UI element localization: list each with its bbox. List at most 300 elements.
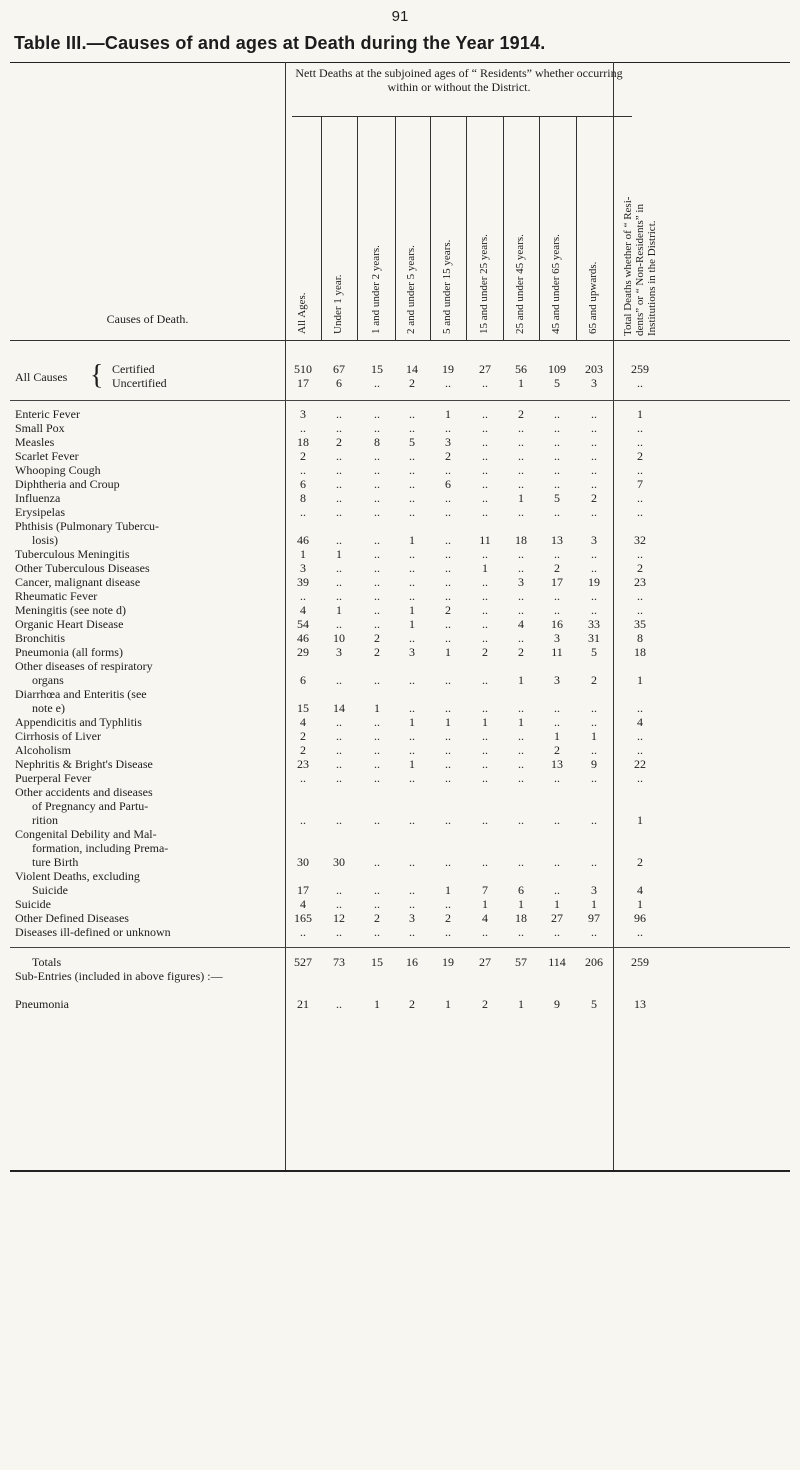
table-cell: 259: [631, 362, 649, 376]
table-cell: ..: [336, 505, 342, 519]
table-bottom-rule: [10, 1170, 790, 1172]
table-cell: 3: [554, 673, 560, 687]
table-cell: ..: [409, 673, 415, 687]
row-label: Uncertified: [112, 376, 167, 390]
table-row: [10, 407, 790, 421]
table-row: [10, 813, 790, 827]
table-cell: ..: [374, 421, 380, 435]
table-cell: ..: [445, 925, 451, 939]
table-cell: ..: [518, 421, 524, 435]
table-cell: ..: [591, 589, 597, 603]
row-label-continuation: Diarrhœa and Enteritis (see: [15, 687, 147, 701]
table-cell: 1: [482, 715, 488, 729]
table-cell: 1: [637, 897, 643, 911]
table-cell: 19: [442, 955, 454, 969]
table-cell: 7: [637, 477, 643, 491]
table-cell: 8: [374, 435, 380, 449]
table-cell: ..: [554, 715, 560, 729]
table-cell: ..: [591, 743, 597, 757]
table-cell: ..: [374, 575, 380, 589]
row-label: Rheumatic Fever: [15, 589, 98, 603]
table-cell: 5: [554, 376, 560, 390]
table-top-rule: [10, 62, 790, 63]
table-cell: ..: [591, 561, 597, 575]
table-cell: 67: [333, 362, 345, 376]
table-cell: ..: [336, 421, 342, 435]
table-cell: 1: [518, 376, 524, 390]
table-cell: 1: [445, 883, 451, 897]
table-cell: ..: [482, 729, 488, 743]
table-cell: 7: [482, 883, 488, 897]
table-cell: 27: [479, 362, 491, 376]
table-cell: ..: [482, 477, 488, 491]
row-label: rition: [32, 813, 58, 827]
table-cell: ..: [445, 505, 451, 519]
table-cell: ..: [374, 673, 380, 687]
table-cell: ..: [374, 407, 380, 421]
table-cell: ..: [554, 855, 560, 869]
column-divider: [466, 116, 467, 340]
table-row: [10, 757, 790, 771]
table-cell: 3: [591, 883, 597, 897]
table-cell: ..: [518, 743, 524, 757]
table-cell: 9: [554, 997, 560, 1011]
table-cell: ..: [374, 477, 380, 491]
row-label-continuation: Other diseases of respiratory: [15, 659, 153, 673]
table-cell: ..: [336, 729, 342, 743]
table-cell: ..: [637, 435, 643, 449]
row-label: note e): [32, 701, 65, 715]
table-cell: ..: [637, 603, 643, 617]
all-causes-uncertified-row: [10, 376, 790, 390]
all-causes-label: All Causes: [15, 370, 68, 384]
table-cell: ..: [336, 757, 342, 771]
table-cell: 3: [336, 645, 342, 659]
table-row: [10, 855, 790, 869]
table-cell: ..: [374, 715, 380, 729]
table-cell: ..: [374, 617, 380, 631]
table-cell: ..: [336, 715, 342, 729]
table-cell: ..: [482, 589, 488, 603]
table-cell: 6: [300, 673, 306, 687]
table-cell: ..: [409, 463, 415, 477]
table-cell: 39: [297, 575, 309, 589]
row-label-continuation: Violent Deaths, excluding: [15, 869, 140, 883]
table-cell: 5: [591, 997, 597, 1011]
table-cell: 17: [297, 376, 309, 390]
section-separator: [10, 400, 790, 401]
table-cell: 2: [518, 407, 524, 421]
table-cell: ..: [445, 743, 451, 757]
table-row: [10, 491, 790, 505]
table-cell: ..: [482, 575, 488, 589]
table-cell: 6: [518, 883, 524, 897]
table-cell: ..: [518, 925, 524, 939]
table-row: [10, 463, 790, 477]
table-cell: ..: [518, 435, 524, 449]
table-cell: ..: [336, 575, 342, 589]
table-cell: ..: [591, 477, 597, 491]
table-cell: 21: [297, 997, 309, 1011]
table-cell: 29: [297, 645, 309, 659]
row-label: Nephritis & Bright's Disease: [15, 757, 153, 771]
table-cell: ..: [591, 715, 597, 729]
table-cell: 109: [548, 362, 566, 376]
table-cell: 1: [637, 407, 643, 421]
table-cell: 1: [518, 897, 524, 911]
row-label: Pneumonia (all forms): [15, 645, 123, 659]
table-cell: 2: [409, 376, 415, 390]
table-cell: 10: [333, 631, 345, 645]
all-causes-certified-row: [10, 362, 790, 376]
row-label: Bronchitis: [15, 631, 65, 645]
table-cell: 1: [518, 997, 524, 1011]
table-cell: ..: [591, 925, 597, 939]
table-cell: ..: [445, 631, 451, 645]
age-column-heading: 2 and under 5 years.: [405, 245, 417, 334]
causes-column-heading: Causes of Death.: [106, 312, 189, 326]
table-cell: ..: [637, 505, 643, 519]
all-causes-brace: {: [90, 360, 104, 391]
table-cell: ..: [554, 449, 560, 463]
table-cell: 2: [445, 449, 451, 463]
table-cell: ..: [409, 505, 415, 519]
table-row: [10, 701, 790, 715]
table-cell: ..: [445, 376, 451, 390]
age-column-heading: 25 and under 45 years.: [514, 234, 526, 334]
table-cell: ..: [482, 771, 488, 785]
row-label: Pneumonia: [15, 997, 69, 1011]
table-cell: ..: [518, 561, 524, 575]
table-cell: 2: [591, 491, 597, 505]
table-cell: ..: [409, 421, 415, 435]
table-cell: 1: [518, 673, 524, 687]
table-row: [10, 547, 790, 561]
row-label: Influenza: [15, 491, 61, 505]
table-cell: ..: [374, 589, 380, 603]
table-cell: 3: [591, 533, 597, 547]
table-cell: 4: [637, 715, 643, 729]
table-cell: 3: [591, 376, 597, 390]
table-cell: 18: [515, 911, 527, 925]
table-cell: ..: [518, 813, 524, 827]
table-cell: 1: [409, 617, 415, 631]
table-cell: 1: [300, 547, 306, 561]
table-cell: 27: [551, 911, 563, 925]
table-cell: ..: [336, 561, 342, 575]
table-cell: ..: [336, 771, 342, 785]
table-cell: ..: [374, 729, 380, 743]
table-cell: ..: [445, 771, 451, 785]
table-cell: 1: [445, 715, 451, 729]
table-cell: 8: [300, 491, 306, 505]
table-cell: ..: [554, 421, 560, 435]
table-cell: 97: [588, 911, 600, 925]
table-row: [10, 883, 790, 897]
table-row: [10, 477, 790, 491]
table-cell: 1: [637, 673, 643, 687]
table-cell: 19: [442, 362, 454, 376]
table-cell: ..: [482, 631, 488, 645]
table-cell: ..: [554, 547, 560, 561]
age-group-rule: [292, 116, 632, 117]
table-cell: ..: [482, 449, 488, 463]
table-cell: ..: [374, 603, 380, 617]
row-label: Small Pox: [15, 421, 65, 435]
row-label: Whooping Cough: [15, 463, 101, 477]
table-cell: 259: [631, 955, 649, 969]
table-cell: 3: [300, 561, 306, 575]
table-cell: ..: [518, 603, 524, 617]
table-cell: ..: [445, 813, 451, 827]
table-cell: ..: [637, 743, 643, 757]
column-divider: [395, 116, 396, 340]
table-cell: 23: [297, 757, 309, 771]
table-cell: 6: [445, 477, 451, 491]
table-cell: 6: [300, 477, 306, 491]
age-column-heading: 65 and upwards.: [587, 261, 599, 334]
table-cell: ..: [409, 575, 415, 589]
table-cell: ..: [482, 925, 488, 939]
table-cell: 54: [297, 617, 309, 631]
age-column-heading: 45 and under 65 years.: [550, 234, 562, 334]
table-cell: ..: [374, 743, 380, 757]
table-cell: 3: [409, 645, 415, 659]
table-cell: ..: [637, 729, 643, 743]
table-cell: 165: [294, 911, 312, 925]
table-cell: ..: [300, 589, 306, 603]
row-label: Enteric Fever: [15, 407, 80, 421]
row-label: Suicide: [15, 897, 51, 911]
table-cell: 9: [591, 757, 597, 771]
table-cell: 3: [518, 575, 524, 589]
table-cell: ..: [409, 449, 415, 463]
row-label: Suicide: [32, 883, 68, 897]
table-cell: 22: [634, 757, 646, 771]
table-cell: ..: [374, 561, 380, 575]
row-label: Meningitis (see note d): [15, 603, 126, 617]
table-cell: ..: [518, 757, 524, 771]
table-cell: ..: [637, 701, 643, 715]
table-cell: ..: [518, 449, 524, 463]
total-column-heading: Institutions in the District.: [646, 220, 658, 336]
table-cell: 18: [634, 645, 646, 659]
table-cell: ..: [374, 883, 380, 897]
table-row: [10, 743, 790, 757]
row-label: Other Tuberculous Diseases: [15, 561, 150, 575]
table-cell: ..: [374, 813, 380, 827]
table-cell: ..: [591, 701, 597, 715]
table-cell: 2: [554, 743, 560, 757]
table-cell: ..: [336, 897, 342, 911]
row-label: Diphtheria and Croup: [15, 477, 120, 491]
table-cell: 1: [554, 897, 560, 911]
row-label: Organic Heart Disease: [15, 617, 124, 631]
table-cell: ..: [482, 617, 488, 631]
table-cell: ..: [591, 547, 597, 561]
table-cell: ..: [554, 771, 560, 785]
table-cell: 203: [585, 362, 603, 376]
row-label: Cancer, malignant disease: [15, 575, 141, 589]
row-label: Other Defined Diseases: [15, 911, 129, 925]
table-cell: 33: [588, 617, 600, 631]
table-cell: ..: [336, 813, 342, 827]
table-cell: ..: [445, 617, 451, 631]
table-row: [10, 729, 790, 743]
table-cell: 17: [297, 883, 309, 897]
table-cell: 2: [374, 911, 380, 925]
column-divider: [503, 116, 504, 340]
table-cell: 1: [409, 603, 415, 617]
table-cell: 2: [637, 855, 643, 869]
table-cell: ..: [409, 547, 415, 561]
table-cell: ..: [409, 771, 415, 785]
table-cell: 1: [336, 603, 342, 617]
table-cell: 3: [554, 631, 560, 645]
table-cell: ..: [374, 533, 380, 547]
table-cell: ..: [482, 407, 488, 421]
table-cell: ..: [482, 435, 488, 449]
row-label: Measles: [15, 435, 55, 449]
table-cell: 15: [371, 955, 383, 969]
table-row: [10, 631, 790, 645]
table-cell: 4: [637, 883, 643, 897]
table-cell: ..: [591, 855, 597, 869]
table-cell: ..: [554, 925, 560, 939]
table-cell: 1: [445, 645, 451, 659]
table-row: [10, 533, 790, 547]
table-cell: ..: [409, 729, 415, 743]
row-label: Alcoholism: [15, 743, 71, 757]
table-cell: 16: [406, 955, 418, 969]
table-cell: ..: [482, 505, 488, 519]
table-cell: ..: [482, 813, 488, 827]
column-divider: [321, 116, 322, 340]
table-row: [10, 673, 790, 687]
table-cell: ..: [482, 673, 488, 687]
table-cell: ..: [336, 589, 342, 603]
table-cell: ..: [482, 743, 488, 757]
table-cell: 1: [482, 897, 488, 911]
table-cell: ..: [445, 673, 451, 687]
row-label: organs: [32, 673, 64, 687]
table-cell: 1: [591, 897, 597, 911]
sub-entries-heading: Sub-Entries (included in above figures) :—: [15, 969, 223, 983]
age-column-heading: 5 and under 15 years.: [441, 239, 453, 334]
table-cell: ..: [374, 757, 380, 771]
table-cell: 13: [551, 757, 563, 771]
table-cell: 17: [551, 575, 563, 589]
table-cell: ..: [336, 743, 342, 757]
table-cell: ..: [637, 463, 643, 477]
table-cell: ..: [518, 505, 524, 519]
table-cell: ..: [591, 407, 597, 421]
table-cell: 32: [634, 533, 646, 547]
table-cell: 46: [297, 631, 309, 645]
page-title: Table III.—Causes of and ages at Death during the Year 1914.: [14, 33, 546, 53]
table-cell: ..: [637, 376, 643, 390]
table-cell: 1: [482, 561, 488, 575]
table-cell: 1: [518, 491, 524, 505]
row-label-continuation: formation, including Prema-: [32, 841, 169, 855]
table-cell: ..: [374, 449, 380, 463]
table-cell: ..: [409, 743, 415, 757]
table-cell: ..: [336, 925, 342, 939]
table-cell: ..: [409, 589, 415, 603]
table-cell: 73: [333, 955, 345, 969]
table-cell: 13: [551, 533, 563, 547]
table-cell: 6: [336, 376, 342, 390]
table-cell: 46: [297, 533, 309, 547]
table-cell: ..: [336, 533, 342, 547]
table-row: [10, 449, 790, 463]
age-column-heading: Under 1 year.: [332, 274, 344, 334]
table-row: [10, 617, 790, 631]
table-cell: ..: [374, 505, 380, 519]
table-row: [10, 505, 790, 519]
age-column-heading: 1 and under 2 years.: [370, 245, 382, 334]
table-cell: ..: [374, 771, 380, 785]
table-cell: ..: [336, 463, 342, 477]
table-cell: ..: [637, 589, 643, 603]
table-cell: 2: [300, 729, 306, 743]
table-cell: ..: [482, 421, 488, 435]
table-cell: ..: [591, 505, 597, 519]
table-cell: ..: [374, 547, 380, 561]
table-cell: ..: [445, 897, 451, 911]
table-cell: ..: [445, 575, 451, 589]
table-cell: ..: [409, 631, 415, 645]
age-group-heading: Nett Deaths at the subjoined ages of “ Residents” whether occurring within or without the District.: [295, 66, 623, 94]
row-label: Cirrhosis of Liver: [15, 729, 101, 743]
table-cell: 2: [591, 673, 597, 687]
table-cell: ..: [445, 547, 451, 561]
table-cell: ..: [336, 673, 342, 687]
table-cell: 206: [585, 955, 603, 969]
table-cell: 27: [479, 955, 491, 969]
table-cell: 2: [374, 631, 380, 645]
table-cell: 30: [297, 855, 309, 869]
table-cell: 1: [409, 757, 415, 771]
table-row: [10, 911, 790, 925]
table-cell: 2: [300, 743, 306, 757]
table-cell: ..: [336, 883, 342, 897]
table-cell: 1: [445, 407, 451, 421]
table-cell: ..: [445, 421, 451, 435]
table-cell: ..: [374, 376, 380, 390]
table-cell: 14: [406, 362, 418, 376]
table-cell: 2: [445, 911, 451, 925]
table-cell: ..: [591, 435, 597, 449]
table-cell: 57: [515, 955, 527, 969]
table-cell: ..: [300, 463, 306, 477]
table-cell: 4: [300, 603, 306, 617]
table-cell: ..: [554, 477, 560, 491]
table-cell: ..: [518, 589, 524, 603]
table-cell: ..: [445, 491, 451, 505]
total-column-heading: Total Deaths whether of “ Resi-: [622, 196, 634, 336]
table-cell: ..: [409, 561, 415, 575]
table-cell: ..: [300, 505, 306, 519]
table-cell: ..: [409, 813, 415, 827]
table-cell: ..: [445, 561, 451, 575]
row-label-continuation: Congenital Debility and Mal-: [15, 827, 157, 841]
table-cell: 1: [336, 547, 342, 561]
table-cell: 19: [588, 575, 600, 589]
table-cell: ..: [409, 491, 415, 505]
table-cell: 3: [445, 435, 451, 449]
table-cell: ..: [554, 589, 560, 603]
